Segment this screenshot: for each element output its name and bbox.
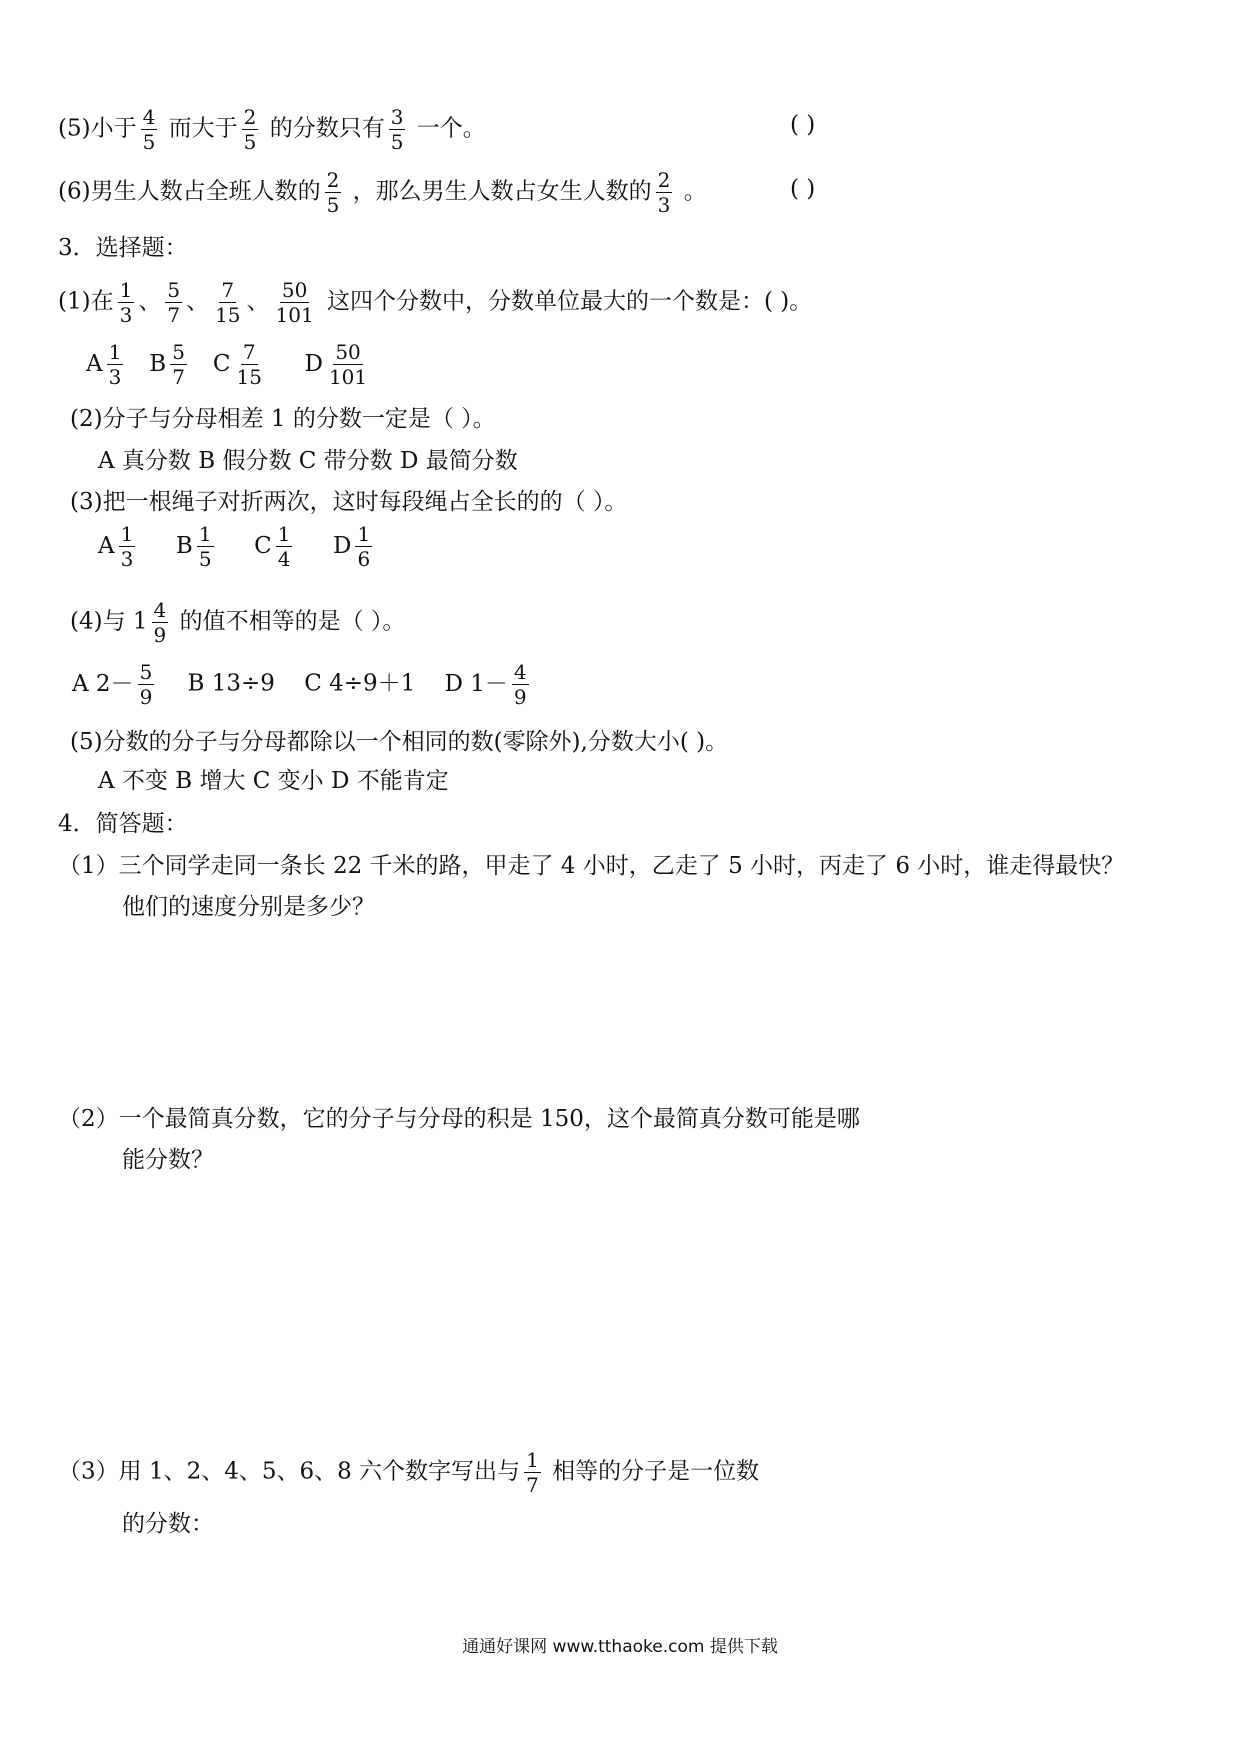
fraction: $\frac{2}{5}$ [326, 168, 340, 217]
fraction: $\frac{5}{7}$ [167, 278, 181, 327]
option-d[interactable]: D $\frac{1}{6}$ [333, 522, 371, 571]
option-a[interactable]: A 2－ $\frac{5}{9}$ [72, 660, 153, 709]
choice-q5-options: A 不变 B 增大 C 变小 D 不能肯定 [98, 768, 449, 794]
fraction: $\frac{50}{101}$ [275, 278, 314, 327]
option-b[interactable]: B 13÷9 [187, 670, 275, 697]
fraction: $\frac{2}{3}$ [657, 168, 671, 217]
answer-q2-line1: （2）一个最简真分数，它的分子与分母的积是 150，这个最简真分数可能是哪 [58, 1106, 860, 1132]
fraction: $\frac{1}{3}$ [119, 278, 133, 327]
answer-q1-line2: 他们的速度分别是多少？ [122, 894, 375, 920]
choice-q5: (5)分数的分子与分母都除以一个相同的数(零除外),分数大小( )。 [70, 729, 729, 755]
choice-q4: (4)与 1 $\frac{4}{9}$ 的值不相等的是（ ）。 [70, 598, 406, 647]
option-b[interactable]: B $\frac{5}{7}$ [149, 340, 185, 389]
choice-q2: (2)分子与分母相差 1 的分数一定是（ ）。 [70, 406, 496, 432]
fraction: $\frac{1}{7}$ [526, 1448, 539, 1497]
choice-q3: (3)把一根绳子对折两次，这时每段绳占全长的的（ ）。 [70, 489, 628, 515]
option-b[interactable]: B $\frac{1}{5}$ [175, 522, 212, 571]
option-a[interactable]: A $\frac{1}{3}$ [86, 340, 122, 389]
answer-blank[interactable]: ( ) [790, 176, 816, 202]
option-d[interactable]: D $\frac{50}{101}$ [304, 340, 368, 389]
answer-q3-line1: （3）用 1、2、4、5、6、8 六个数字写出与 $\frac{1}{7}$ 相等的分子是一位数 [58, 1448, 760, 1497]
option-c[interactable]: C $\frac{7}{15}$ [212, 340, 262, 389]
answer-q1-line1: （1）三个同学走同一条长 22 千米的路，甲走了 4 小时，乙走了 5 小时，丙走了 6 小时，谁走得最快？ [58, 853, 1125, 879]
fraction: $\frac{4}{9}$ [153, 598, 167, 647]
answer-q3-line2: 的分数： [122, 1511, 214, 1537]
option-a[interactable]: A $\frac{1}{3}$ [98, 522, 134, 571]
fraction: $\frac{2}{5}$ [243, 105, 257, 154]
choice-q1: (1)在 $\frac{1}{3}$ 、 $\frac{5}{7}$ 、 $\frac{7}{15}$ 、 $\frac{50}{101}$ 这四个分数中，分数单位最大的一个数是：( )。 [58, 278, 813, 327]
fraction: $\frac{4}{5}$ [142, 105, 156, 154]
option-d[interactable]: D 1－ $\frac{4}{9}$ [444, 660, 527, 709]
choice-q2-options: A 真分数 B 假分数 C 带分数 D 最简分数 [98, 448, 518, 474]
choice-q3-options [98, 524, 376, 569]
fraction: $\frac{7}{15}$ [215, 278, 241, 327]
section-title: 3．选择题： [58, 235, 188, 261]
fraction: $\frac{3}{5}$ [390, 105, 404, 154]
answer-q2-line2: 能分数？ [122, 1147, 214, 1173]
answer-blank[interactable]: ( ) [790, 112, 816, 138]
judge-q5: (5)小于 $\frac{4}{5}$ 而大于 $\frac{2}{5}$ 的分数只有 $\frac{3}{5}$ 一个。 [58, 105, 486, 154]
section-title: 4．简答题： [58, 811, 188, 837]
judge-q6: (6)男生人数占全班人数的 $\frac{2}{5}$ ，那么男生人数占女生人数的 $\frac{2}{3}$ 。 [58, 168, 707, 217]
option-c[interactable]: C 4÷9＋1 [304, 670, 416, 697]
choice-q4-options [72, 662, 533, 707]
footer: 通通好课网 www.tthaoke.com 提供下载 [462, 1637, 778, 1657]
option-c[interactable]: C $\frac{1}{4}$ [254, 522, 291, 571]
choice-q1-options [86, 342, 373, 387]
